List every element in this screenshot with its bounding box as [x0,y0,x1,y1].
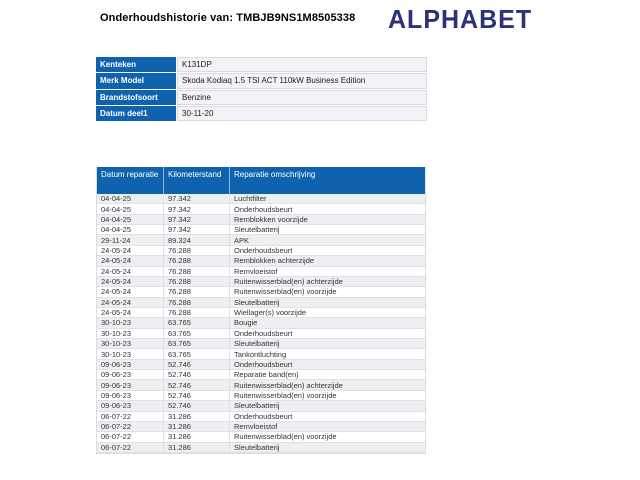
table-row [97,432,425,442]
cell-datum: 09-06-23 [97,401,164,410]
table-row [97,443,425,453]
cell-kilometerstand: 52.746 [164,380,230,389]
cell-omschrijving: APK [234,235,250,245]
info-row [96,90,427,105]
info-label: Brandstofsoort [96,90,176,105]
cell-omschrijving: Wiellager(s) voorzijde [234,308,307,318]
cell-omschrijving: Remvloeistof [234,266,278,276]
page-title: Onderhoudshistorie van: TMBJB9NS1M8505338 [100,12,356,24]
vehicle-info-table [96,57,427,122]
cell-datum: 24-05-24 [97,256,164,265]
cell-datum: 29-11-24 [97,235,164,244]
table-row [97,329,425,339]
table-row [97,339,425,349]
table-row [97,360,425,370]
cell-omschrijving: Ruitenwisserblad(en) voorzijde [234,391,337,400]
cell-datum: 24-05-24 [97,246,164,255]
table-body [97,194,425,453]
cell-kilometerstand: 97.342 [164,194,230,203]
cell-kilometerstand: 52.746 [164,391,230,400]
column-header-datum-reparatie: Datum reparatie [97,167,164,194]
cell-datum: 04-04-25 [97,225,164,234]
table-row [97,349,425,359]
cell-omschrijving: Ruitenwisserblad(en) voorzijde [234,287,337,297]
cell-omschrijving: Remvloeistof [234,422,278,432]
info-row [96,57,427,72]
cell-kilometerstand: 97.342 [164,215,230,224]
cell-omschrijving: Reparatie band(en) [234,370,299,380]
cell-omschrijving: Onderhoudsbeurt [234,204,293,214]
cell-datum: 24-05-24 [97,287,164,296]
cell-kilometerstand: 97.342 [164,225,230,234]
cell-omschrijving: Ruitenwisserblad(en) achterzijde [234,277,343,287]
cell-datum: 09-06-23 [97,370,164,379]
cell-kilometerstand: 63.765 [164,339,230,348]
cell-omschrijving: Remblokken voorzijde [234,214,308,224]
cell-omschrijving: Tankontluchting [234,349,287,359]
column-header-reparatie-omschrijving: Reparatie omschrijving [234,170,316,179]
cell-kilometerstand: 76.288 [164,308,230,317]
cell-kilometerstand: 63.765 [164,349,230,358]
table-row [97,401,425,411]
table-header-row [97,167,425,194]
alphabet-logo: ALPHABET [388,5,533,35]
cell-omschrijving: Sleutelbatterij [234,297,280,307]
cell-kilometerstand: 31.286 [164,443,230,452]
cell-datum: 24-05-24 [97,308,164,317]
cell-datum: 30-10-23 [97,339,164,348]
cell-omschrijving: Sleutelbatterij [234,401,280,411]
cell-kilometerstand: 52.746 [164,360,230,369]
table-row [97,318,425,328]
table-row [97,235,425,245]
cell-kilometerstand: 31.286 [164,432,230,441]
cell-kilometerstand: 76.288 [164,267,230,276]
cell-kilometerstand: 76.288 [164,287,230,296]
cell-omschrijving: Ruitenwisserblad(en) voorzijde [234,432,337,442]
cell-kilometerstand: 31.286 [164,422,230,431]
table-row [97,225,425,235]
info-label: Datum deel1 [96,106,176,121]
cell-omschrijving: Sleutelbatterij [234,339,280,349]
table-row [97,298,425,308]
table-row [97,391,425,401]
table-row [97,277,425,287]
table-row [97,287,425,297]
info-value: 30-11-20 [177,106,427,121]
cell-datum: 06-07-22 [97,443,164,452]
table-row [97,267,425,277]
cell-omschrijving: Luchtfilter [234,194,267,204]
cell-omschrijving: Sleutelbatterij [234,225,280,235]
info-value: Benzine [177,90,427,105]
cell-kilometerstand: 76.288 [164,256,230,265]
table-row [97,308,425,318]
cell-datum: 24-05-24 [97,298,164,307]
info-label: Kenteken [96,57,176,72]
cell-kilometerstand: 76.288 [164,277,230,286]
table-row [97,422,425,432]
cell-datum: 30-10-23 [97,329,164,338]
cell-datum: 09-06-23 [97,391,164,400]
table-row [97,246,425,256]
info-value: K131DP [177,57,427,72]
cell-omschrijving: Onderhoudsbeurt [234,245,293,255]
cell-kilometerstand: 52.746 [164,401,230,410]
cell-datum: 09-06-23 [97,380,164,389]
cell-omschrijving: Remblokken achterzijde [234,256,315,266]
info-label: Merk Model [96,73,176,88]
cell-kilometerstand: 89.324 [164,235,230,244]
column-header-kilometerstand: Kilometerstand [164,167,230,194]
cell-datum: 04-04-25 [97,215,164,224]
info-row [96,106,427,121]
table-row [97,412,425,422]
table-row [97,370,425,380]
info-value: Skoda Kodiaq 1.5 TSI ACT 110kW Business Edition [177,73,427,88]
cell-omschrijving: Bougie [234,318,258,328]
table-row [97,380,425,390]
cell-datum: 06-07-22 [97,432,164,441]
table-row [97,204,425,214]
cell-omschrijving: Onderhoudsbeurt [234,359,293,369]
cell-datum: 04-04-25 [97,194,164,203]
table-row [97,256,425,266]
cell-datum: 30-10-23 [97,349,164,358]
cell-omschrijving: Onderhoudsbeurt [234,328,293,338]
cell-kilometerstand: 76.288 [164,298,230,307]
cell-kilometerstand: 97.342 [164,204,230,213]
cell-omschrijving: Ruitenwisserblad(en) achterzijde [234,380,343,390]
info-row [96,73,427,88]
cell-datum: 24-05-24 [97,267,164,276]
cell-datum: 06-07-22 [97,412,164,421]
cell-kilometerstand: 31.286 [164,412,230,421]
cell-kilometerstand: 76.288 [164,246,230,255]
cell-omschrijving: Sleutelbatterij [234,442,280,452]
cell-kilometerstand: 63.765 [164,318,230,327]
cell-kilometerstand: 52.746 [164,370,230,379]
table-row [97,194,425,204]
cell-omschrijving: Onderhoudsbeurt [234,411,293,421]
cell-datum: 30-10-23 [97,318,164,327]
cell-datum: 09-06-23 [97,360,164,369]
cell-datum: 24-05-24 [97,277,164,286]
table-row [97,215,425,225]
maintenance-history-table [96,167,426,454]
cell-datum: 04-04-25 [97,204,164,213]
cell-kilometerstand: 63.765 [164,329,230,338]
cell-datum: 06-07-22 [97,422,164,431]
